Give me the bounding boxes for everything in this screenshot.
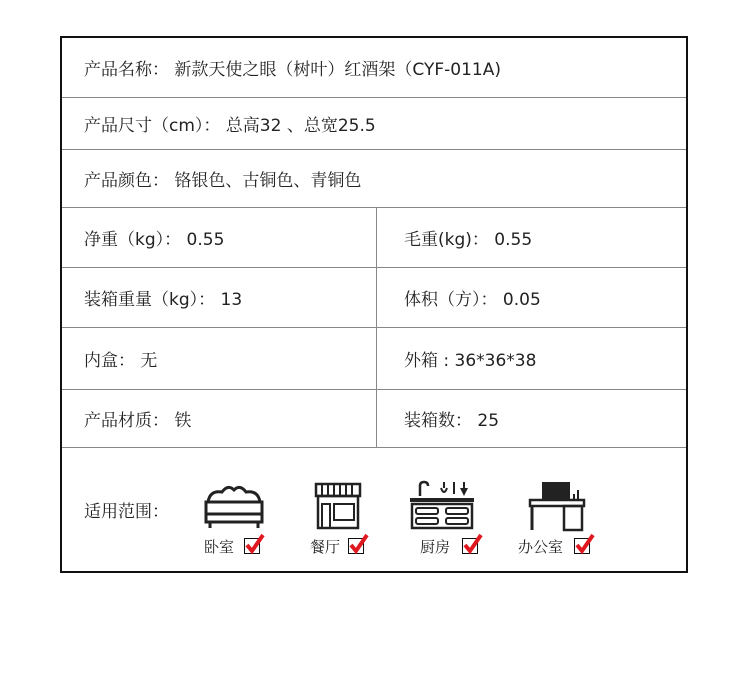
- column-divider: [376, 328, 377, 389]
- usage-label: 适用范围：: [84, 502, 169, 522]
- check-mark-icon: [348, 532, 370, 556]
- box-count-text: 装箱数： 25: [404, 411, 500, 431]
- spec-table: [60, 36, 688, 573]
- row-product-name: [62, 38, 686, 98]
- room-kitchen: [408, 448, 488, 571]
- product-name-text: 产品名称： 新款天使之眼（树叶）红酒架（CYF-011A): [84, 60, 501, 80]
- room-label-bedroom: 卧室: [204, 538, 235, 556]
- check-mark-icon: [462, 532, 484, 556]
- row-usage: [62, 448, 686, 571]
- kitchen-icon: [408, 478, 476, 532]
- outer-box-text: 外箱 : 36*36*38: [404, 351, 537, 371]
- dining-checkbox: [348, 538, 364, 554]
- product-color-text: 产品颜色： 铬银色、古铜色、青铜色: [84, 171, 362, 191]
- inner-box-text: 内盒： 无: [84, 351, 158, 371]
- row-product-color: [62, 150, 686, 208]
- room-bedroom: [202, 448, 272, 571]
- check-mark-icon: [574, 532, 596, 556]
- column-divider: [376, 268, 377, 327]
- room-label-dining: 餐厅: [310, 538, 341, 556]
- product-size-text: 产品尺寸（cm）： 总高32 、总宽25.5: [84, 116, 376, 136]
- office-checkbox: [574, 538, 590, 554]
- storefront-icon: [312, 480, 364, 532]
- row-boxes: [62, 328, 686, 390]
- volume-text: 体积（方）： 0.05: [404, 290, 541, 310]
- box-weight-text: 装箱重量（kg）： 13: [84, 290, 243, 310]
- material-text: 产品材质： 铁: [84, 411, 192, 431]
- net-weight-text: 净重（kg）： 0.55: [84, 230, 225, 250]
- room-office: [516, 448, 606, 571]
- gross-weight-text: 毛重(kg)： 0.55: [404, 230, 533, 250]
- office-desk-icon: [528, 480, 586, 532]
- room-label-kitchen: 厨房: [420, 538, 451, 556]
- row-weights: [62, 208, 686, 268]
- column-divider: [376, 390, 377, 447]
- column-divider: [376, 208, 377, 267]
- kitchen-checkbox: [462, 538, 478, 554]
- row-box-weight: [62, 268, 686, 328]
- bedroom-checkbox: [244, 538, 260, 554]
- room-dining: [308, 448, 378, 571]
- check-mark-icon: [244, 532, 266, 556]
- bed-icon: [202, 480, 264, 530]
- row-material: [62, 390, 686, 448]
- row-product-size: [62, 98, 686, 150]
- room-label-office: 办公室: [518, 538, 564, 556]
